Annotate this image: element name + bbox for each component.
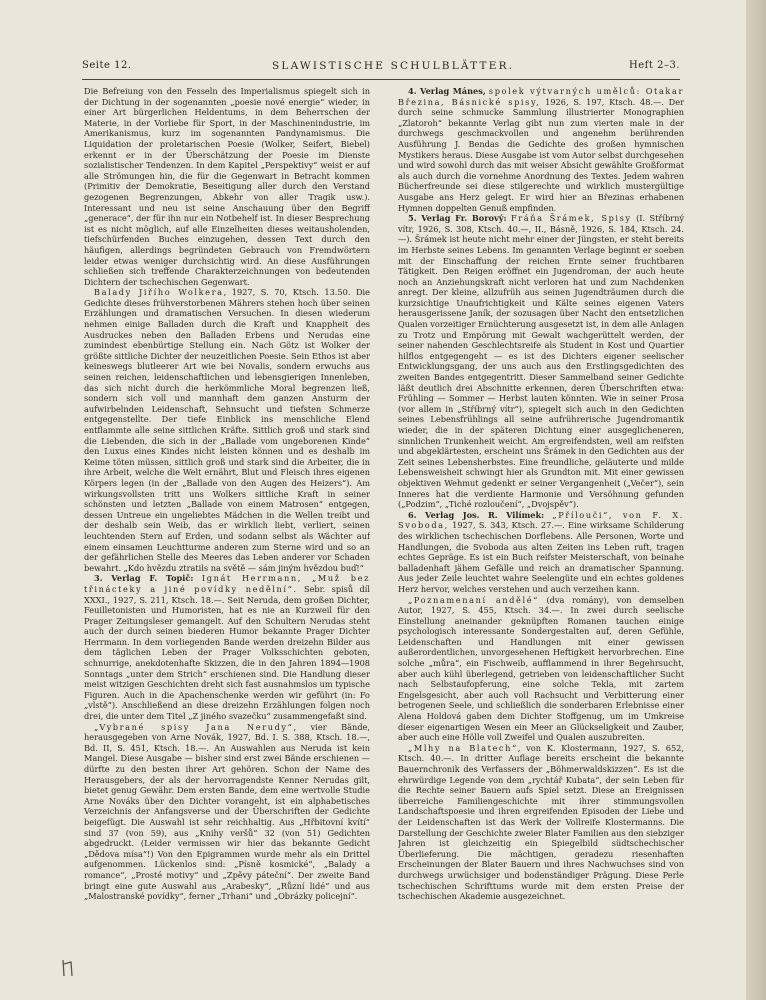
left-column bbox=[84, 86, 370, 936]
issue-number: Heft 2–3. bbox=[629, 60, 680, 71]
review-paragraph: „Mlhy na Blatech“, von K. Klostermann, 1927, S. 652, Ktsch. 40.—. In dritter Auflage bereits erscheint die bekannte Bauernchronik des Verfassers der „Böhmerwaldskizzen“. Es ist die ehrwürdige Legende von dem „rychtář Kubata“, der sein Leben für die Rechte seiner Bauern aufs Spiel setzt. Diese an Ereignissen überreiche Familiengeschichte mit ihrer stimmungsvollen Landschaftspoesie und ihren ergreifenden Episoden der Liebe und der Leidenschaften ist das Werk der Vollreife Klostermanns. Die Darstellung der Geschichte zweier Blater Familien aus den siebziger Jahren ist gleichzeitig ein Spiegelbild südtschechischer Überlieferung. Die mächtigen, geradezu riesenhaften Erscheinungen der Blater Bauern und ihres Nachwuchses sind von durchwegs urwüchsiger und bodenständiger Prägung. Diese Perle tschechischen Schrifttums wurde mit dem ersten Preise der tschechischen Akademie ausgezeichnet. bbox=[398, 742, 684, 902]
review-paragraph: „Vybrané spisy Jana Nerudy“, vier Bände, herausgegeben von Arne Novák, 1927, Bd. I. S. 388, Ktsch. 18.—, Bd. II, S. 451, Ktsch. 18.—. An Auswahlen aus Neruda ist kein Mangel. Diese Ausgabe — bisher sind erst zwei Bände erschienen — dürfte zu den besten ihrer Art gehören. Schon der Name des Herausgebers, der als der hervorragendste Kenner Nerudas gilt, bietet genug Gewähr. Dem ersten Bande, dem eine wertvolle Studie Arne Nováks über den Dichter vorangeht, ist ein alphabetisches Verzeichnis der Anfangsverse und der Überschriften der Gedichte beigefügt. Die Auswahl ist sehr reichhaltig. Aus „Hřbitovní kvítí“ sind 37 (von 59), aus „Knihy veršů“ 32 (von 51) Gedichten abgedruckt. (Leider vermissen wir hier das bekannte Gedicht „Dědova mísa“!) Von den Epigrammen wurde mehr als ein Drittel aufgenommen. Lückenlos sind: „Písně kosmické“, „Balady a romance“, „Prosté motivy“ und „Zpěvy páteční“. Der zweite Band bringt eine gute Auswahl aus „Arabesky“, „Různí lidé“ und aus „Malostranské povídky“, ferner „Trhani“ und „Obrázky policejní“. bbox=[84, 721, 370, 902]
running-header bbox=[82, 60, 680, 76]
review-paragraph: „Poznamenaní andělé“ (dva romány), von demselben Autor, 1927, S. 455, Ktsch. 34.—. In zwei durch seelische Einstellung aneinander geknüpften Romanen tauchen einige psychologisch interessante Sondergestalten auf, deren Gefühle, Leidenschaften und Handlungen mit einer gewissen außerordentlichen, unvorgesehenen Heftigkeit hervorbrechen. Eine solche „můra“, ein Fischweib, aufflammend in ihrer Begehrsucht, aber auch kühl überlegend, getrieben von leidenschaftlicher Sucht nach Selbstaufopferung, eine solche Tekla, mit zartem Engelsgesicht, aber auch voll Rachsucht und Verbitterung einer betrogenen Seele, und schließlich die sonderbaren Erlebnisse einer Alena Holdová gaben dem Dichter Stoffgenug, um im Umkreise dieser eigenartigen Wesen ein Meer an Glückseligkeit und Zauber, aber auch eine Hölle voll Zweifel und Qualen auszubreiten. bbox=[398, 594, 684, 743]
review-paragraph: 3. Verlag F. Topič: Ignát Herrmann, „Muž bez třinácteky a jiné povídky nedělní“. Sebr. spisů díl XXXI., 1927, S. 211, Ktsch. 18.—. Seit Neruda, dem großen Dichter, Feuilletonisten und Humoristen, hat es nie an Kurzweil für den Prager Zeitungsleser gemangelt. Auf den Schultern Nerudas steht auch der durch seinen biederen Humor bekannte Prager Dichter Herrmann. In dem vorliegenden Bande werden dreizehn Bilder aus dem täglichen Leben der Prager Volksschichten geboten, schnurrige, anekdotenhafte Skizzen, die in den Jahren 1894—1908 Sonntags „unter dem Strich“ erschienen sind. Die Handlung dieser meist witzigen Geschichten dreht sich fast ausnahmslos um typische Figuren. Auch in die Apachenschenke werden wir geführt (in: Fo „vlstě“). Anschließend an diese dreizehn Erzählungen folgen noch drei, die unter dem Titel „Z jiného svazečku“ zusammengefaßt sind. bbox=[84, 573, 370, 722]
review-paragraph: 5. Verlag Fr. Borový: Fráňa Šrámek, Spisy (I. Stříbrný vítr, 1926, S. 308, Ktsch. 40.—, II., Básně, 1926, S. 184, Ktsch. 24.—). Šrámek ist heute nicht mehr einer der Jüngsten, er steht bereits im Herbste seines Lebens. Im genannten Verlage beginnt er soeben mit der Einschaffung der reichen Ernte seiner fruchtbaren Tätigkeit. Den Reigen eröffnet ein Jugendroman, der auch heute noch an Anziehungskraft nicht verloren hat und zum Nachdenken anregt. Der kleine, allzufrüh aus seinen Jugendträumen durch die kurzsichtige Unaufrichtigkeit und Kälte seines eigenen Vaters herausgerissene Janík, der sozusagen über Nacht den entsetzlichen Qualen vorzeitiger Ernüchterung ausgesetzt ist, in dem alle Anlagen zu Trotz und Empörung mit Gewalt wachgerüttelt werden, der seiner nahenden Geschlechtsreife als Student in Kost und Quartier hilflos entgegengeht — es ist des Dichters eigener seelischer Entwicklungsgang, der uns auch aus den Erstlingsgedichten des zweiten Bandes entgegentritt. Dieser Sammelband seiner Gedichte läßt deutlich drei Abschnitte erkennen, deren Überschriften etwa: Frühling — Sommer — Herbst lauten könnten. Wie in seiner Prosa (vor allem in „Stříbrný vítr“), spiegelt sich auch in den Gedichten seines Lebensfrühlings all seine aufrührerische Jugendromantik wieder, die in der späteren Dichtung einer ausgeglicheneren, sinnlichen Trunkenheit weicht. Am ergreifendsten, weil am reifsten und abgeklärtesten, erscheint uns Šrámek in den Gedichten aus der Zeit seines Lebensherbstes. Eine freundliche, geläuterte und milde Lebensweisheit schwingt hier als Grundton mit. Mit einer gewissen objektiven Wehmut gedenkt er seiner Vergangenheit („Večer“), sein Inneres hat die verdiente Harmonie und Versöhnung gefunden („Podzim“, „Tiché rozloučení“, „Dvojspěv“). bbox=[398, 213, 684, 510]
review-paragraph: Balady Jiřího Wolkera, 1927, S. 70, Ktsch. 13.50. Die Gedichte dieses frühverstorbenen Mährers stehen hoch über seinen Erzählungen und dramatischen Versuchen. In diesen wiederum nehmen einige Balladen durch die Kraft und Knappheit des Ausdruckes neben den Balladen Erbens und Nerudas eine zumindest ebenbürtige Stellung ein. Nach Götz ist Wolker der größte sittliche Dichter der neuzeitlichen Poesie. Sein Ethos ist aber keineswegs blutleerer Art wie bei Novalis, sondern erwuchs aus seinen reichen, leidenschaftlichen und lebensgierigen Innenleben, das sich nicht durch die herkömmliche Moral begrenzen ließ, sondern sich voll und mannhaft dem ganzen Ansturm der aufwirbelnden Leidenschaft, Sehnsucht und tiefsten Schmerze entgegenstellte. Der tiefe Einblick ins menschliche Elend entflammte alle seine sittlichen Kräfte. Sittlich groß und stark sind die Liebenden, die sich in der „Ballade vom ungeborenen Kinde“ den Luxus eines Kindes nicht leisten können und es deshalb im Keime töten müssen, sittlich groß und stark sind die Arbeiter, die in ihre Arbeit, welche die Welt ernährt, Blut und Fleisch ihres eigenen Körpers legen (in der „Ballade von den Augen des Heizers“). Am wirkungsvollsten tritt uns Wolkers sittliche Kraft in seiner schönsten und letzten „Ballade von einem Matrosen“ entgegen, dessen Untreue ein ungeliebtes Mädchen in die Wellen treibt und der deshalb sein Weib, das er wirklich liebt, verliert, seinen leuchtenden Stern auf Erden, und sodann selbst als Wächter auf einem einsamen Leuchtturme anderen zum Sterne wird und so an der gefährlichen Stelle des Meeres das Leben anderer vor Schaden bewahrt. „Kdo hvězdu ztratils na světě — sám jiným hvězdou buď!“ bbox=[84, 287, 370, 573]
right-column bbox=[398, 86, 684, 936]
journal-title: SLAWISTISCHE SCHULBLÄTTER. bbox=[272, 60, 515, 72]
header-rule bbox=[82, 79, 680, 80]
review-paragraph: 6. Verlag Jos. R. Vilímek: „Přílouči“, von F. X. Svoboda, 1927, S. 343, Ktsch. 27.—. Eine wirksame Schilderung des wirklichen tschechischen Dorflebens. Alle Personen, Worte und Handlungen, die Svoboda aus alten Zeiten ins Leben ruft, tragen echtes Gepräge. Es ist ein Buch reifster Meisterschaft, von beinahe balladenhaft jähem Gefälle und reich an dramatischer Spannung. Aus jeder Zeile leuchtet wahre Seelengüte und ein echtes goldenes Herz hervor, welches verstehen und auch verzeihen kann. bbox=[398, 509, 684, 594]
review-paragraph: 4. Verlag Mánes, spolek výtvarných umělců: Otakar Březina, Básnické spisy, 1926, S. 197, Ktsch. 48.—. Der durch seine schmucke Sammlung illustrierter Monographien „Zlatoroh“ bekannte Verlag gibt nun zum vierten male in der durchwegs geschmackvollen und angenehm berührenden Ausführung J. Bendas die Gedichte des großen hymnischen Mystikers heraus. Diese Ausgabe ist vom Autor selbst durchgesehen und wird sowohl durch das mit weiser Absicht gewählte Großformat als auch durch die vornehme Anordnung des Textes. Jedem wahren Bücherfreunde sei diese stilgerechte und wirklich mustergültige Ausgabe ans Herz gelegt. Er wird hier an Březinas erhabenen Hymnen doppelten Genuß empfinden. bbox=[398, 86, 684, 213]
next-page-edge bbox=[746, 0, 766, 1000]
page-number: Seite 12. bbox=[82, 60, 132, 71]
review-paragraph: Die Befreiung von den Fesseln des Imperialismus spiegelt sich in der Dichtung in der sogenannten „poesie nové energie“ wieder, in einer Art bürgerlichen Heldentums, in dem Beherrschen der Materie, in der Vorliebe für Sport, in der Maschinenindustrie, im Amerikanismus, kurz im sogenannten Pandynamismus. Die Liquidation der proletarischen Poesie (Wolker, Seifert, Biebel) erkennt er in der Überschätzung der Poesie im Dienste sozialistischer Tendenzen. In dem Kapitel „Perspektivy“ weist er auf alle Strömungen hin, die für die Gegenwart in Betracht kommen (Primitiv der Demokratie, Beseitigung aller durch den Verstand gezogenen Begrenzungen, Abkehr von aller Tragik usw.). Interessant und neu ist seine Anschauung über den Begriff „generace“, der für ihn nur ein Notbehelf ist. In dieser Besprechung ist es nicht möglich, auf alle Einzelheiten dieses weitausholenden, tiefschürfenden Buches einzugehen, dessen Text durch den häufigen, allerdings begründeten Gebrauch von Fremdwörtern leider etwas weniger durchsichtig wird. An diese Ausführungen schließen sich treffende Charakterzeichnungen von bedeutenden Dichtern der tschechischen Gegenwart. bbox=[84, 86, 370, 287]
pencil-mark bbox=[60, 958, 76, 978]
